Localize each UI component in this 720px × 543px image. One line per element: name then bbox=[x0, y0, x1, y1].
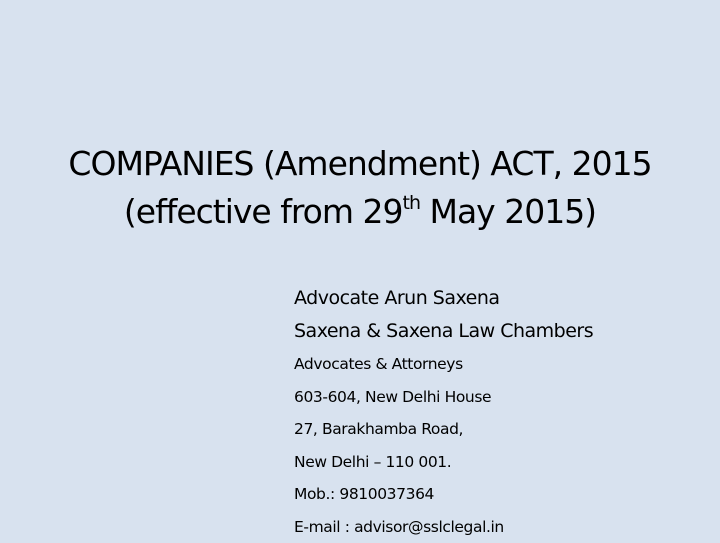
address-city: New Delhi – 110 001. bbox=[294, 446, 714, 479]
title-superscript: th bbox=[403, 192, 421, 214]
practice-description: Advocates & Attorneys bbox=[294, 348, 714, 381]
email-address: E-mail : advisor@sslclegal.in bbox=[294, 511, 714, 543]
mobile-number: Mob.: 9810037364 bbox=[294, 478, 714, 511]
title-line-2-prefix: (effective from 29 bbox=[124, 192, 403, 231]
presenter-info bbox=[294, 282, 714, 543]
title-line-2 bbox=[0, 188, 720, 236]
firm-name: Saxena & Saxena Law Chambers bbox=[294, 315, 714, 348]
slide-title bbox=[0, 140, 720, 236]
address-line-2: 27, Barakhamba Road, bbox=[294, 413, 714, 446]
title-line-2-suffix: May 2015) bbox=[420, 192, 596, 231]
address-line-1: 603-604, New Delhi House bbox=[294, 381, 714, 414]
presenter-name: Advocate Arun Saxena bbox=[294, 282, 714, 315]
title-line-1: COMPANIES (Amendment) ACT, 2015 bbox=[0, 140, 720, 188]
